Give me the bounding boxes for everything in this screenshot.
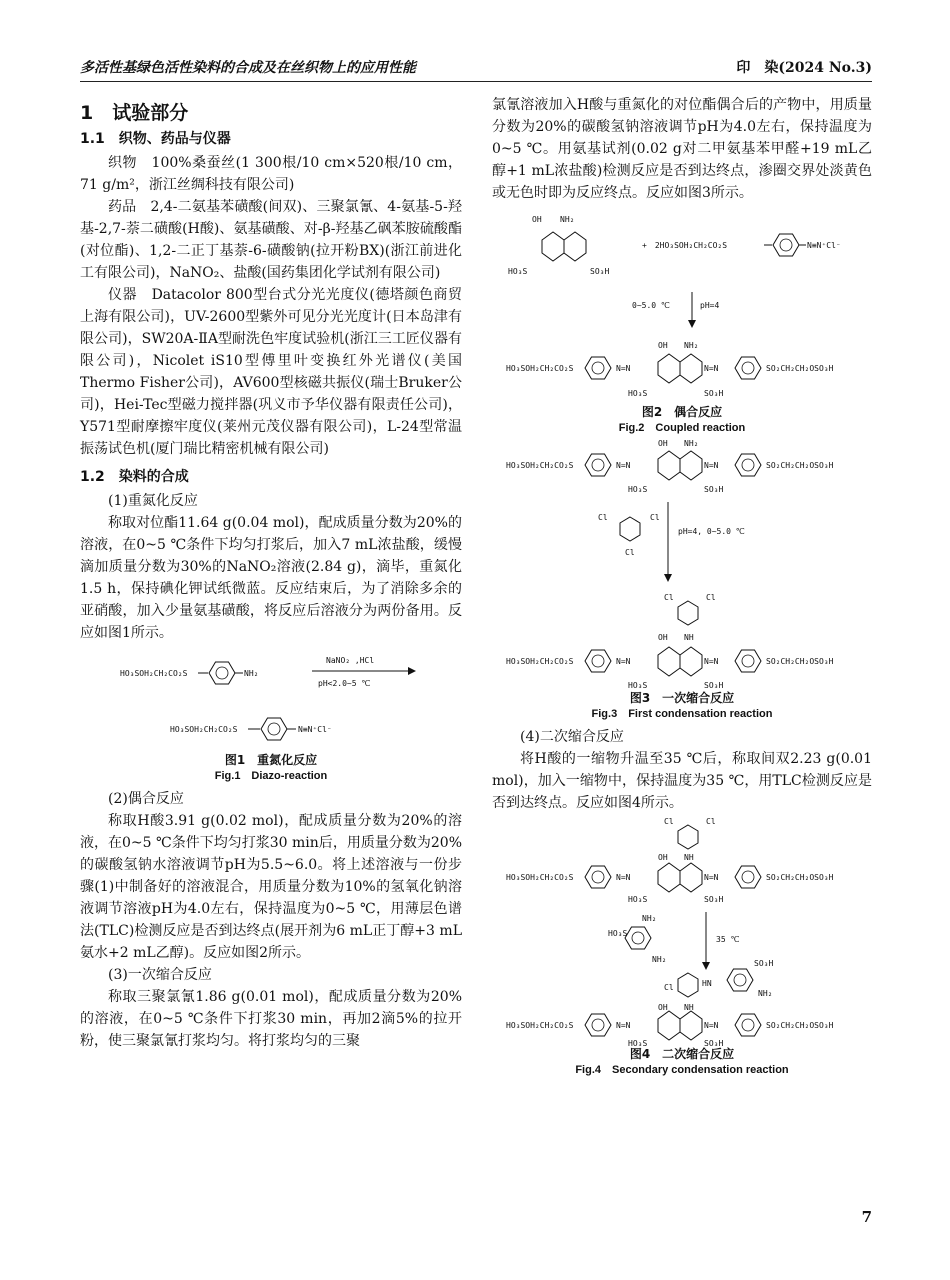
chem-oh: OH (532, 215, 542, 224)
figure-2-scheme (492, 204, 872, 404)
step1-title: (1)重氮化反应 (108, 493, 198, 509)
chem-nh2: NH₂ (560, 215, 575, 224)
chem-so3h: SO₃H (704, 681, 724, 690)
chem-nh2: NH₂ (642, 914, 657, 923)
chem-oh: OH (658, 853, 668, 862)
chem-ho3s: HO₃S (628, 1039, 648, 1046)
paragraph-fabric: 织物 100%桑蚕丝(1 300根/10 cm×520根/10 cm，71 g/m²，浙江丝绸科技有限公司) (80, 155, 462, 193)
chem-left-chain: HO₃SOH₂CH₂CO₂S (506, 1021, 574, 1030)
chem-cl: Cl (664, 983, 674, 992)
chem-azo: N=N (704, 461, 719, 470)
page-number: 7 (861, 1208, 872, 1226)
subsection-1-title: 1.1 织物、药品与仪器 (80, 131, 231, 147)
step1-text: 称取对位酯11.64 g(0.04 mol)，配成质量分数为20%的溶液，在0~5 ℃条件下均匀打浆后，加入7 mL浓盐酸，缓慢滴加质量分数为30%的NaNO₂溶液(2.84 g)，滴毕，重氮化1.5 h，保持碘化钾试纸微蓝。反应结束后，为了消除多余的亚硝酸，加入少量氨基磺酸，将反应后溶液分为两份备用。反应如图1所示。 (80, 515, 462, 641)
chem-cl: Cl (598, 513, 608, 522)
step3-text: 称取三聚氯氰1.86 g(0.01 mol)，配成质量分数为20%的溶液，在0~5 ℃条件下打浆30 min，再加2滴5%的拉开粉，使三聚氯氰打浆均匀。将打浆均匀的三聚 (80, 989, 462, 1049)
header-title: 多活性基绿色活性染料的合成及在丝织物上的应用性能 (80, 60, 416, 76)
fig3-condition: pH=4, 0~5.0 ℃ (678, 527, 745, 536)
chem-left-chain: HO₃SOH₂CH₂CO₂S (506, 364, 574, 373)
chem-azo: N=N (704, 657, 719, 666)
chem-azo: N=N (704, 1021, 719, 1030)
chem-azo: N=N (616, 657, 631, 666)
subsection-2-title: 1.2 染料的合成 (80, 469, 189, 485)
chem-cl: Cl (664, 817, 674, 826)
chem-right-chain: SO₂CH₂CH₂OSO₃H (766, 873, 834, 882)
chem-oh: OH (658, 633, 668, 642)
chem-left-chain: HO₃SOH₂CH₂CO₂S (506, 873, 574, 882)
chem-right-chain: SO₂CH₂CH₂OSO₃H (766, 364, 834, 373)
section-title: 1 试验部分 (80, 102, 189, 124)
chem-cl: Cl (650, 513, 660, 522)
chem-ho3s: HO₃S (628, 485, 648, 494)
chem-nh: NH (684, 633, 694, 642)
chem-cl: Cl (664, 593, 674, 602)
fig1-caption: 图1 重氮化反应 (224, 753, 318, 767)
step2-text: 称取H酸3.91 g(0.02 mol)，配成质量分数为20%的溶液，在0~5 ℃条件下均匀打浆30 min后，用质量分数为20%的碳酸氢钠水溶液调节pH为5.5~6.0。将上述溶液与一份步骤(1)中制备好的溶液混合，用质量分数为10%的氢氧化钠溶液调节溶液pH为4.0左右，保持温度为0~5 ℃，用薄层色谱法(TLC)检测反应是否到达终点(展开剂为6 mL正丁醇+3 mL氨水+2 mL乙醇)。反应如图2所示。 (80, 813, 462, 961)
chem-ho3s: HO₃S (628, 389, 648, 398)
chem-nh2: NH₂ (758, 989, 773, 998)
chem-azo: N=N (616, 461, 631, 470)
step4-title: (4)二次缩合反应 (520, 729, 624, 745)
fig2-caption-en: Fig.2 Coupled reaction (618, 422, 746, 434)
chem-so3h: SO₃H (704, 485, 724, 494)
chem-plus-reagent: + 2HO₃SOH₂CH₂CO₂S (642, 241, 728, 250)
continued-text: 氯氰溶液加入H酸与重氮化的对位酯偶合后的产物中，用质量分数为20%的碳酸氢钠溶液调节pH为4.0左右，保持温度为0~5 ℃。用氨基试剂(0.02 g对二甲氨基苯甲醛+19 mL乙醇+1 mL浓盐酸)检测反应是否到达终点，渗圈交界处淡黄色或无色时即为反应终点。反应如图3所示。 (492, 97, 872, 201)
chem-so3h: SO₃H (704, 1039, 724, 1046)
chem-oh: OH (658, 440, 668, 448)
fig3-caption: 图3 一次缩合反应 (629, 691, 735, 705)
chem-diazonium: N≡N⁺Cl⁻ (298, 725, 332, 734)
fig4-caption-en: Fig.4 Secondary condensation reaction (575, 1064, 789, 1076)
step4-text: 将H酸的一缩物升温至35 ℃后，称取间双2.23 g(0.01 mol)，加入一缩物中，保持温度为35 ℃，用TLC检测反应是否到达终点。反应如图4所示。 (492, 751, 872, 811)
chem-azo: N=N (704, 873, 719, 882)
running-header (80, 52, 872, 82)
chem-right-chain: SO₂CH₂CH₂OSO₃H (766, 461, 834, 470)
chem-nh2: NH₂ (652, 955, 667, 964)
right-column (492, 94, 872, 1082)
chem-so3h: SO₃H (754, 959, 774, 968)
fig1-condition: pH<2.0~5 ℃ (318, 679, 371, 688)
chem-oh: OH (658, 1003, 668, 1012)
fig3-caption-en: Fig.3 First condensation reaction (591, 708, 773, 720)
fig4-condition: 35 ℃ (716, 935, 740, 944)
chem-azo: N=N (704, 364, 719, 373)
fig1-reagent: NaNO₂ ,HCl (326, 656, 375, 665)
step3-title: (3)一次缩合反应 (108, 967, 212, 983)
chem-azo: N=N (616, 1021, 631, 1030)
chem-cl: Cl (706, 817, 716, 826)
chem-ho3s: HO₃S (608, 929, 628, 938)
figure-4-scheme (492, 814, 872, 1046)
chem-nh2: NH₂ (684, 341, 699, 350)
figure-1-scheme (80, 644, 462, 752)
chem-left-chain: HO₃SOH₂CH₂CO₂S (506, 657, 574, 666)
fig2-caption: 图2 偶合反应 (641, 405, 723, 419)
fig2-temp: 0~5.0 ℃ (632, 301, 670, 310)
chem-right-chain: SO₂CH₂CH₂OSO₃H (766, 657, 834, 666)
figure-3-scheme (492, 440, 872, 690)
chem-azo: N=N (616, 873, 631, 882)
fig4-caption: 图4 二次缩合反应 (629, 1047, 735, 1061)
chem-nh: NH (684, 1003, 694, 1012)
chem-left-chain: HO₃SOH₂CH₂CO₂S (170, 725, 238, 734)
chem-so3h: SO₃H (590, 267, 610, 276)
chem-nh2: NH₂ (684, 440, 699, 448)
chem-cl: Cl (706, 593, 716, 602)
chem-amine: NH₂ (244, 669, 259, 678)
fig1-caption-en: Fig.1 Diazo-reaction (214, 770, 328, 782)
fig2-ph: pH=4 (700, 301, 720, 310)
chem-left-chain: HO₃SOH₂CH₂CO₂S (506, 461, 574, 470)
header-journal: 印 染(2024 No.3) (736, 60, 872, 76)
chem-diazonium: N≡N⁺Cl⁻ (807, 241, 841, 250)
left-column (80, 94, 462, 1052)
paragraph-instruments: 仪器 Datacolor 800型台式分光光度仪(德塔颜色商贸上海有限公司)，UV-2600型紫外可见分光光度计(日本岛津有限公司)，SW20A-ⅡA型耐洗色牢度试验机(浙江三工匠仪器有限公司)，Nicolet iS10型傅里叶变换红外光谱仪(美国Thermo Fisher公司)，AV600型核磁共振仪(瑞士Bruker公司)，Hei-Tec型磁力搅拌器(巩义市予华仪器有限责任公司)，Y571型耐摩擦牢度仪(莱州元茂仪器有限公司)，L-24型常温振荡试色机(厦门瑞比精密机械有限公司) (80, 287, 462, 457)
chem-hn: HN (702, 979, 712, 988)
chem-ho3s: HO₃S (628, 681, 648, 690)
chem-cl: Cl (625, 548, 635, 557)
chem-azo: N=N (616, 364, 631, 373)
chem-so3h: SO₃H (704, 895, 724, 904)
chem-right-chain: SO₂CH₂CH₂OSO₃H (766, 1021, 834, 1030)
chem-left-chain: HO₃SOH₂CH₂CO₂S (120, 669, 188, 678)
chem-ho3s: HO₃S (508, 267, 528, 276)
step2-title: (2)偶合反应 (108, 791, 184, 807)
chem-nh: NH (684, 853, 694, 862)
chem-ho3s: HO₃S (628, 895, 648, 904)
chem-so3h: SO₃H (704, 389, 724, 398)
chem-oh: OH (658, 341, 668, 350)
paragraph-reagents: 药品 2,4-二氨基苯磺酸(间双)、三聚氯氰、4-氨基-5-羟基-2,7-萘二磺酸(H酸)、氨基磺酸、对-β-羟基乙砜苯胺硫酸酯(对位酯)、1,2-二正丁基萘-6-磺酸钠(拉开粉BX)(浙江前进化工有限公司)，NaNO₂、盐酸(国药集团化学试剂有限公司) (80, 199, 462, 281)
